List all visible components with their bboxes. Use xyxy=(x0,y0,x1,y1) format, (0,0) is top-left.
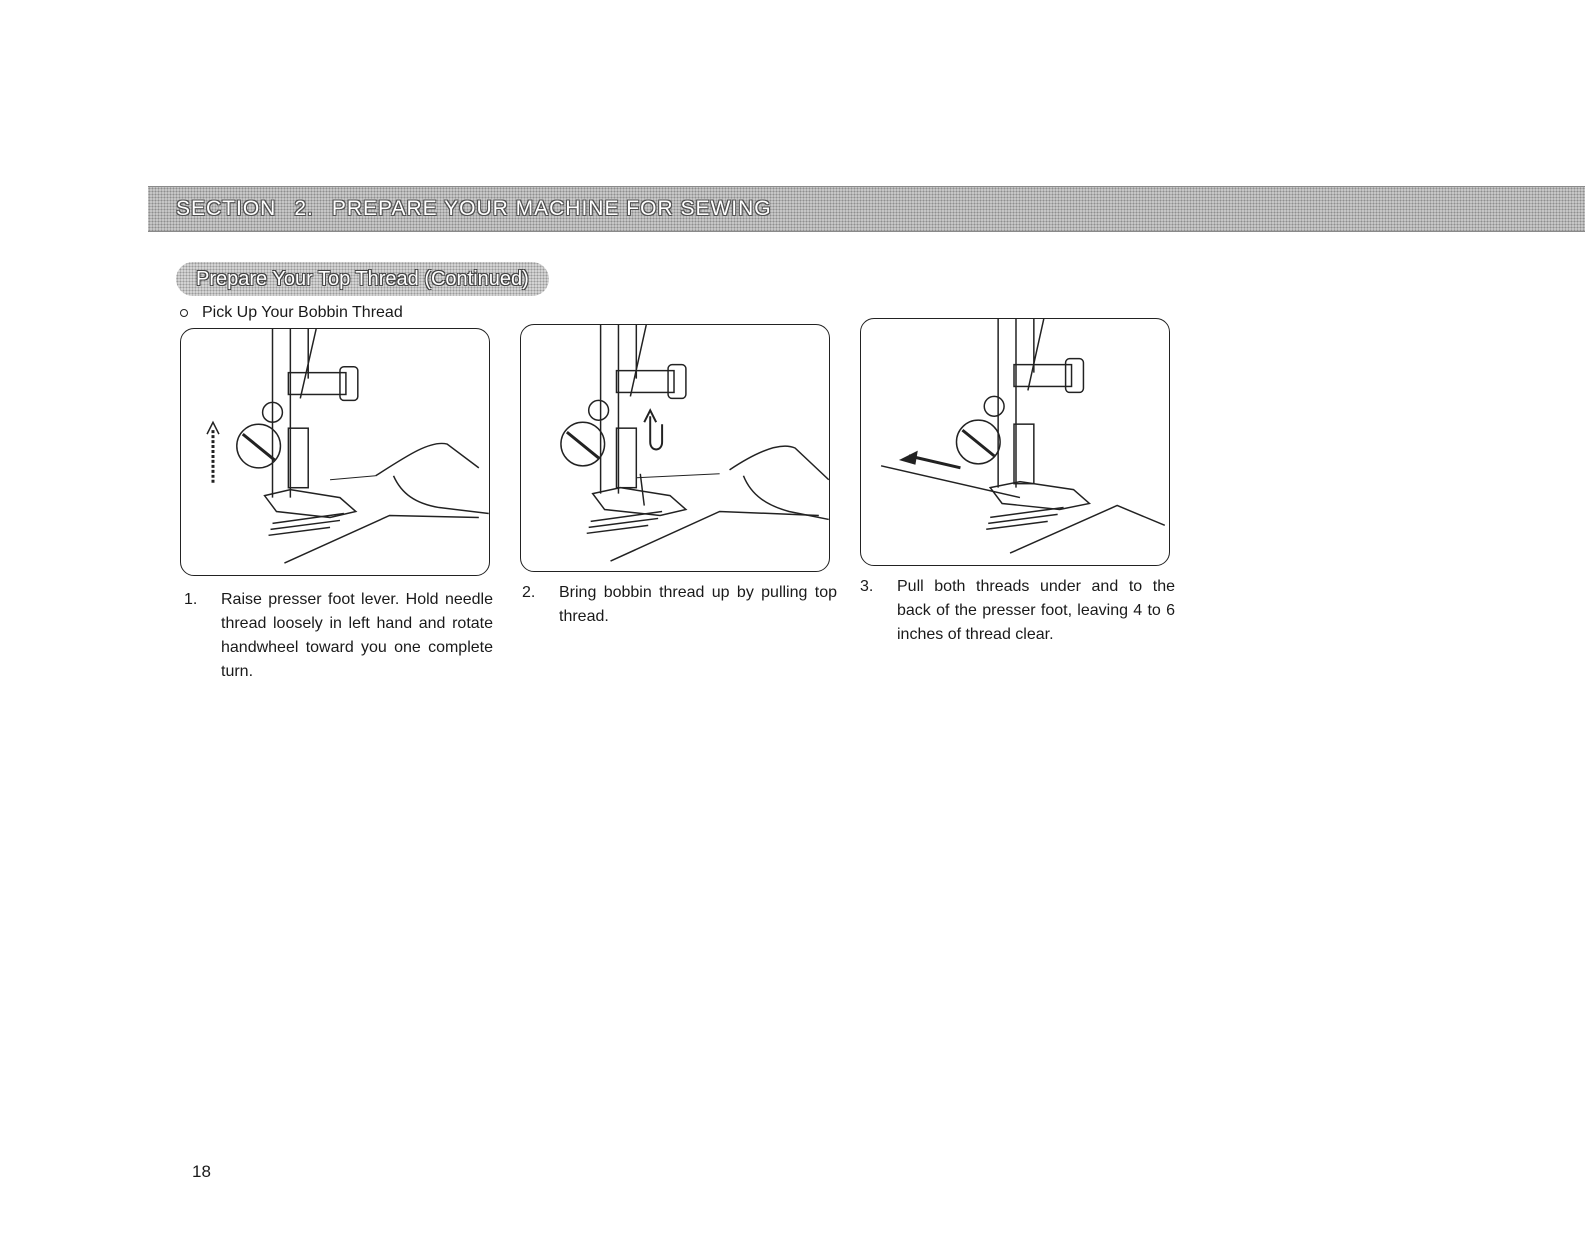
topic-heading xyxy=(180,304,403,322)
step-1-number: 1. xyxy=(184,591,198,608)
bullet-icon xyxy=(180,309,188,317)
subsection-title: Prepare Your Top Thread (Continued) xyxy=(176,262,549,296)
topic-heading-text: Pick Up Your Bobbin Thread xyxy=(202,304,403,321)
step-2-number: 2. xyxy=(522,584,536,601)
step-2-text: Bring bobbin thread up by pulling top thread. xyxy=(559,584,837,625)
section-name: PREPARE YOUR MACHINE FOR SEWING xyxy=(331,197,772,220)
illustration-step-3 xyxy=(860,318,1170,566)
illustration-step-2 xyxy=(520,324,830,572)
section-label: SECTION xyxy=(176,197,277,220)
section-title xyxy=(176,197,772,221)
section-number: 2. xyxy=(294,197,314,220)
step-3-text: Pull both threads under and to the back of the presser foot, leaving 4 to 6 inches of thread clear. xyxy=(897,578,1175,643)
step-1-text: Raise presser foot lever. Hold needle thread loosely in left hand and rotate handwheel toward you one complete turn. xyxy=(221,591,493,680)
illustration-step-1 xyxy=(180,328,490,576)
section-header-bar xyxy=(148,186,1585,232)
threads-under-foot-illustration xyxy=(861,319,1169,565)
page-number: 18 xyxy=(192,1162,211,1181)
step-3-number: 3. xyxy=(860,578,874,595)
presser-foot-raise-illustration xyxy=(181,329,489,575)
bobbin-thread-up-illustration xyxy=(521,325,829,571)
